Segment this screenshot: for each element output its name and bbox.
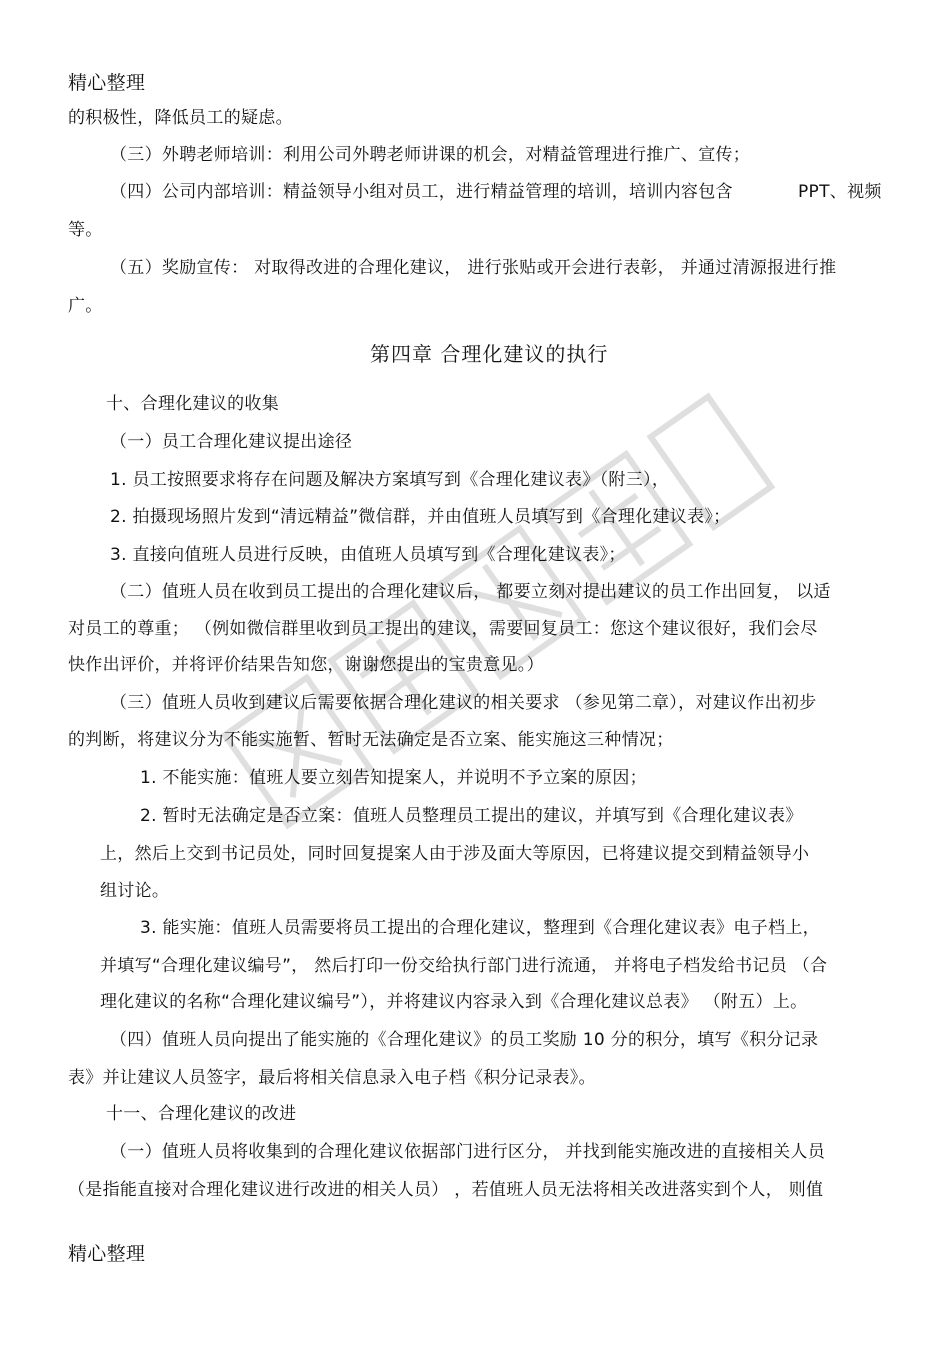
section-heading: 十、合理化建议的收集 [106,394,279,414]
paragraph-line: （四）值班人员向提出了能实施的《合理化建议》的员工奖励 10 分的积分，填写《积分记录 [110,1030,819,1050]
paragraph-line: 快作出评价，并将评价结果告知您，谢谢您提出的宝贵意见。） [68,655,544,675]
paragraph-line: （二）值班人员在收到员工提出的合理化建议后， 都要立刻对提出建议的员工作出回复， 以适 [110,582,831,602]
paragraph-line: （四）公司内部培训：精益领导小组对员工，进行精益管理的培训，培训内容包含 [110,182,733,202]
paragraph-line: 等。 [68,220,103,240]
paragraph-line: 广。 [68,296,103,316]
section-heading: 十一、合理化建议的改进 [106,1104,297,1124]
paragraph-line: 上，然后上交到书记员处，同时回复提案人由于涉及面大等原因，已将建议提交到精益领导小 [100,844,810,864]
paragraph-line: （五）奖励宣传： 对取得改进的合理化建议， 进行张贴或开会进行表彰， 并通过清源报进行推 [110,258,837,278]
paragraph-line: 组讨论。 [100,881,170,901]
list-item: 2. 拍摄现场照片发到“清远精益”微信群，并由值班人员填写到《合理化建议表》； [110,507,731,527]
page-footer: 精心整理 [68,1243,146,1265]
page-header: 精心整理 [68,72,146,94]
list-item: 2. 暂时无法确定是否立案：值班人员整理员工提出的建议，并填写到《合理化建议表》 [140,806,803,826]
paragraph-line: （一）员工合理化建议提出途径 [110,432,353,452]
paragraph-line: 的积极性，降低员工的疑虑。 [68,108,293,128]
paragraph-line: PPT、视频 [798,182,882,202]
paragraph-line: 表》并让建议人员签字，最后将相关信息录入电子档《积分记录表》。 [68,1068,596,1088]
list-item: 3. 直接向值班人员进行反映，由值班人员填写到《合理化建议表》； [110,545,626,565]
paragraph-line: （三）外聘老师培训：利用公司外聘老师讲课的机会，对精益管理进行推广、宣传； [110,145,751,165]
chapter-title: 第四章 合理化建议的执行 [370,342,609,366]
paragraph-line: 理化建议的名称“合理化建议编号”），并将建议内容录入到《合理化建议总表》 （附五）上。 [100,992,808,1012]
paragraph-line: （一）值班人员将收集到的合理化建议依据部门进行区分， 并找到能实施改进的直接相关人员 [110,1142,826,1162]
list-item: 3. 能实施：值班人员需要将员工提出的合理化建议，整理到《合理化建议表》电子档上， [140,918,820,938]
paragraph-line: （是指能直接对合理化建议进行改进的相关人员） ，若值班人员无法将相关改进落实到个人， 则值 [68,1180,824,1200]
paragraph-line: （三）值班人员收到建议后需要依据合理化建议的相关要求 （参见第二章），对建议作出初步 [110,693,817,713]
list-item: 1. 员工按照要求将存在问题及解决方案填写到《合理化建议表》（附三）， [110,470,670,490]
paragraph-line: 并填写“合理化建议编号”， 然后打印一份交给执行部门进行流通， 并将电子档发给书记员 （合 [100,956,828,976]
list-item: 1. 不能实施：值班人要立刻告知提案人，并说明不予立案的原因； [140,768,647,788]
paragraph-line: 对员工的尊重； （例如微信群里收到员工提出的建议，需要回复员工：您这个建议很好，我们会尽 [68,619,818,639]
paragraph-line: 的判断，将建议分为不能实施暂、暂时无法确定是否立案、能实施这三种情况； [68,730,674,750]
